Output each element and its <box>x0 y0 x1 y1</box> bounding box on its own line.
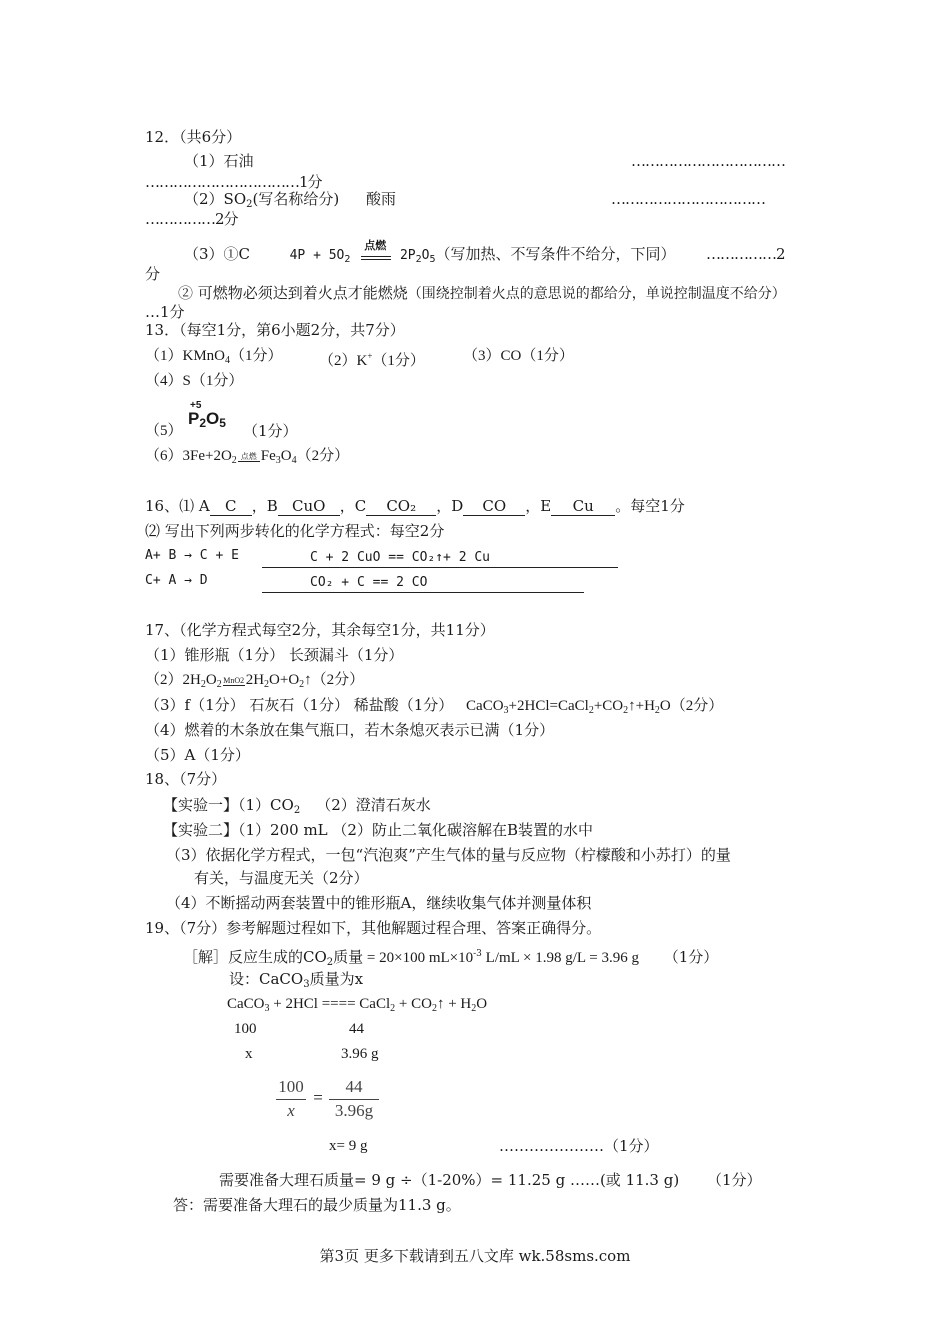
q18-answer-3: （3）依据化学方程式，一包“汽泡爽”产生气体的量与反应物（柠檬酸和小苏打）的量 <box>166 846 731 864</box>
q12-condition: 点燃 <box>355 250 395 270</box>
blank-d: CO <box>463 497 525 516</box>
q17-answer-1: （1）锥形瓶（1分） 长颈漏斗（1分） <box>145 646 404 664</box>
q17-header: 17、（化学方程式每空2分，其余每空1分，共11分） <box>145 621 495 639</box>
ratio-44: 44 <box>349 1021 364 1037</box>
q13-answer-1: （1）KMnO$_4$（1分） <box>145 348 283 366</box>
q18-header: 18、（7分） <box>145 770 227 788</box>
q19-step2: 设：CaCO$_3$质量为x <box>229 970 364 990</box>
q13-answer-3: （3）CO（1分） <box>463 348 574 364</box>
q12-line4: ② 可燃物必须达到着火点才能燃烧（围绕控制着火点的意思说的都给分，单说控制温度不给分） <box>178 284 786 302</box>
q13-answer-6: $(6)3Fe+2O_2$ 点燃 $Fe_3O_4(2$分） <box>145 448 350 466</box>
q17-answer-2: $(2)2H_2O_2$ MnO2 $2H_2O+O_2↑(2$分） <box>145 672 365 690</box>
fraction-bar-1 <box>276 1099 306 1100</box>
page-footer: 第3页 更多下载请到五八文库 wk.58sms.com <box>319 1247 631 1265</box>
q19-header: 19、（7分）参考解题过程如下，其他解题过程合理、答案正确得分。 <box>145 919 602 937</box>
q16-line2: ⑵ 写出下列两步转化的化学方程式：每空2分 <box>145 522 445 540</box>
blank-a: C <box>210 497 252 516</box>
q18-experiment-2: 【实验二】（1）200 mL （2）防止二氧化碳溶解在B装置的水中 <box>163 821 593 839</box>
fraction-den-x: x <box>287 1101 295 1120</box>
q13-header: 13．（每空1分，第6小题2分，共7分） <box>145 321 405 339</box>
q19-step1: ［解］反应生成的$CO_2$质量 = 20×100 $mL\times 10^{-3}$ L/mL × 1.98 g/L = 3.96 g （1分） <box>183 948 719 968</box>
q19-marble-score: （1分） <box>707 1171 762 1189</box>
q17-answer-5: （5）A（1分） <box>145 746 250 764</box>
q18-answer-3-wrap: 有关，与温度无关（2分） <box>194 869 369 887</box>
fraction-num-44: 44 <box>345 1077 363 1096</box>
q12-line3: （3）①C $4P + 5O_2$ 点燃 $2P_2O_5$（写加热、不写条件不给分，下同） <box>184 244 676 270</box>
q19-result: x= 9 g <box>329 1138 368 1154</box>
q13-answer-4: （4）S（1分） <box>145 373 244 389</box>
ratio-3-96: 3.96 g <box>341 1046 379 1062</box>
q16-reaction2-label: C+ A → D <box>145 573 208 588</box>
p2o5-formula: $P_2O_5$ <box>188 409 226 430</box>
q18-experiment-1: 【实验一】$(1)CO_2$ （2）澄清石灰水 <box>163 796 431 816</box>
q16-reaction1-label: A+ B → C + E <box>145 548 239 563</box>
fraction-den-3-96g: 3.96g <box>334 1101 374 1120</box>
q13-answer-2: （2）K+（1分） <box>319 351 425 369</box>
blank-b: CuO <box>278 497 340 516</box>
q16-line1: 16、⑴ A C ，B CuO ，C CO₂ ，D CO ，E Cu 。每空1分 <box>145 497 685 515</box>
q18-answer-4: （4）不断摇动两套装置中的锥形瓶A，继续收集气体并测量体积 <box>166 894 592 912</box>
q19-answer: 答：需要准备大理石的最少质量为11.3 g。 <box>173 1196 461 1214</box>
fraction-bar-2 <box>329 1099 379 1100</box>
q13-answer-5: （5） <box>145 423 183 439</box>
blank-c: CO₂ <box>366 497 436 516</box>
q12-header: 12．（共6分） <box>145 128 242 146</box>
q19-equation: CaCO$_3$ + 2HCl ==== CaCl$_2$ + $CO_2↑ + H_2O$ <box>227 996 488 1014</box>
q16-reaction1-eq: C + 2 CuO == CO₂↑+ 2 Cu <box>262 546 618 568</box>
q16-reaction2-eq: CO₂ + C == 2 CO <box>262 571 584 593</box>
fraction-num-100: 100 <box>278 1077 304 1096</box>
q12-line2-wrap: ……………2分 <box>145 210 238 228</box>
q17-answer-3: （3）f（1分） 石灰石（1分） 稀盐酸（1分） $CaCO_3+2HCl=CaCl_2+CO_2↑+H_2O(2$分） <box>145 696 724 716</box>
q17-answer-4: （4）燃着的木条放在集气瓶口，若木条熄灭表示已满（1分） <box>145 721 555 739</box>
fraction-equals: = <box>313 1088 323 1107</box>
q12-equation: $4P + 5O_2$ <box>289 248 351 265</box>
q12-line2: $(2)SO_2$(写名称给分) 酸雨 <box>184 190 397 210</box>
q12-line4-wrap: …1分 <box>145 303 185 321</box>
q19-result-score: …………………（1分） <box>499 1137 659 1155</box>
valence-label: +5 <box>190 400 202 411</box>
q12-line3-wrap: 分 <box>145 265 161 283</box>
q12-line2-answer: 酸雨 <box>366 190 397 208</box>
q19-marble-mass: 需要准备大理石质量= 9 g ÷（1-20%）= 11.25 g ……(或 11.3 g) <box>219 1171 680 1189</box>
ratio-x: x <box>245 1046 253 1062</box>
q12-line1-dots: …………………………… <box>631 152 785 170</box>
q12-line1-wrap: ……………………………1分 <box>145 173 322 191</box>
q12-line3-dots: ……………2 <box>706 245 785 263</box>
blank-e: Cu <box>551 497 615 516</box>
q12-line1: （1）石油 <box>184 152 254 170</box>
q12-line2-dots: …………………………… <box>611 190 765 208</box>
q13-answer-5-score: （1分） <box>243 422 298 440</box>
ratio-100: 100 <box>234 1021 257 1037</box>
